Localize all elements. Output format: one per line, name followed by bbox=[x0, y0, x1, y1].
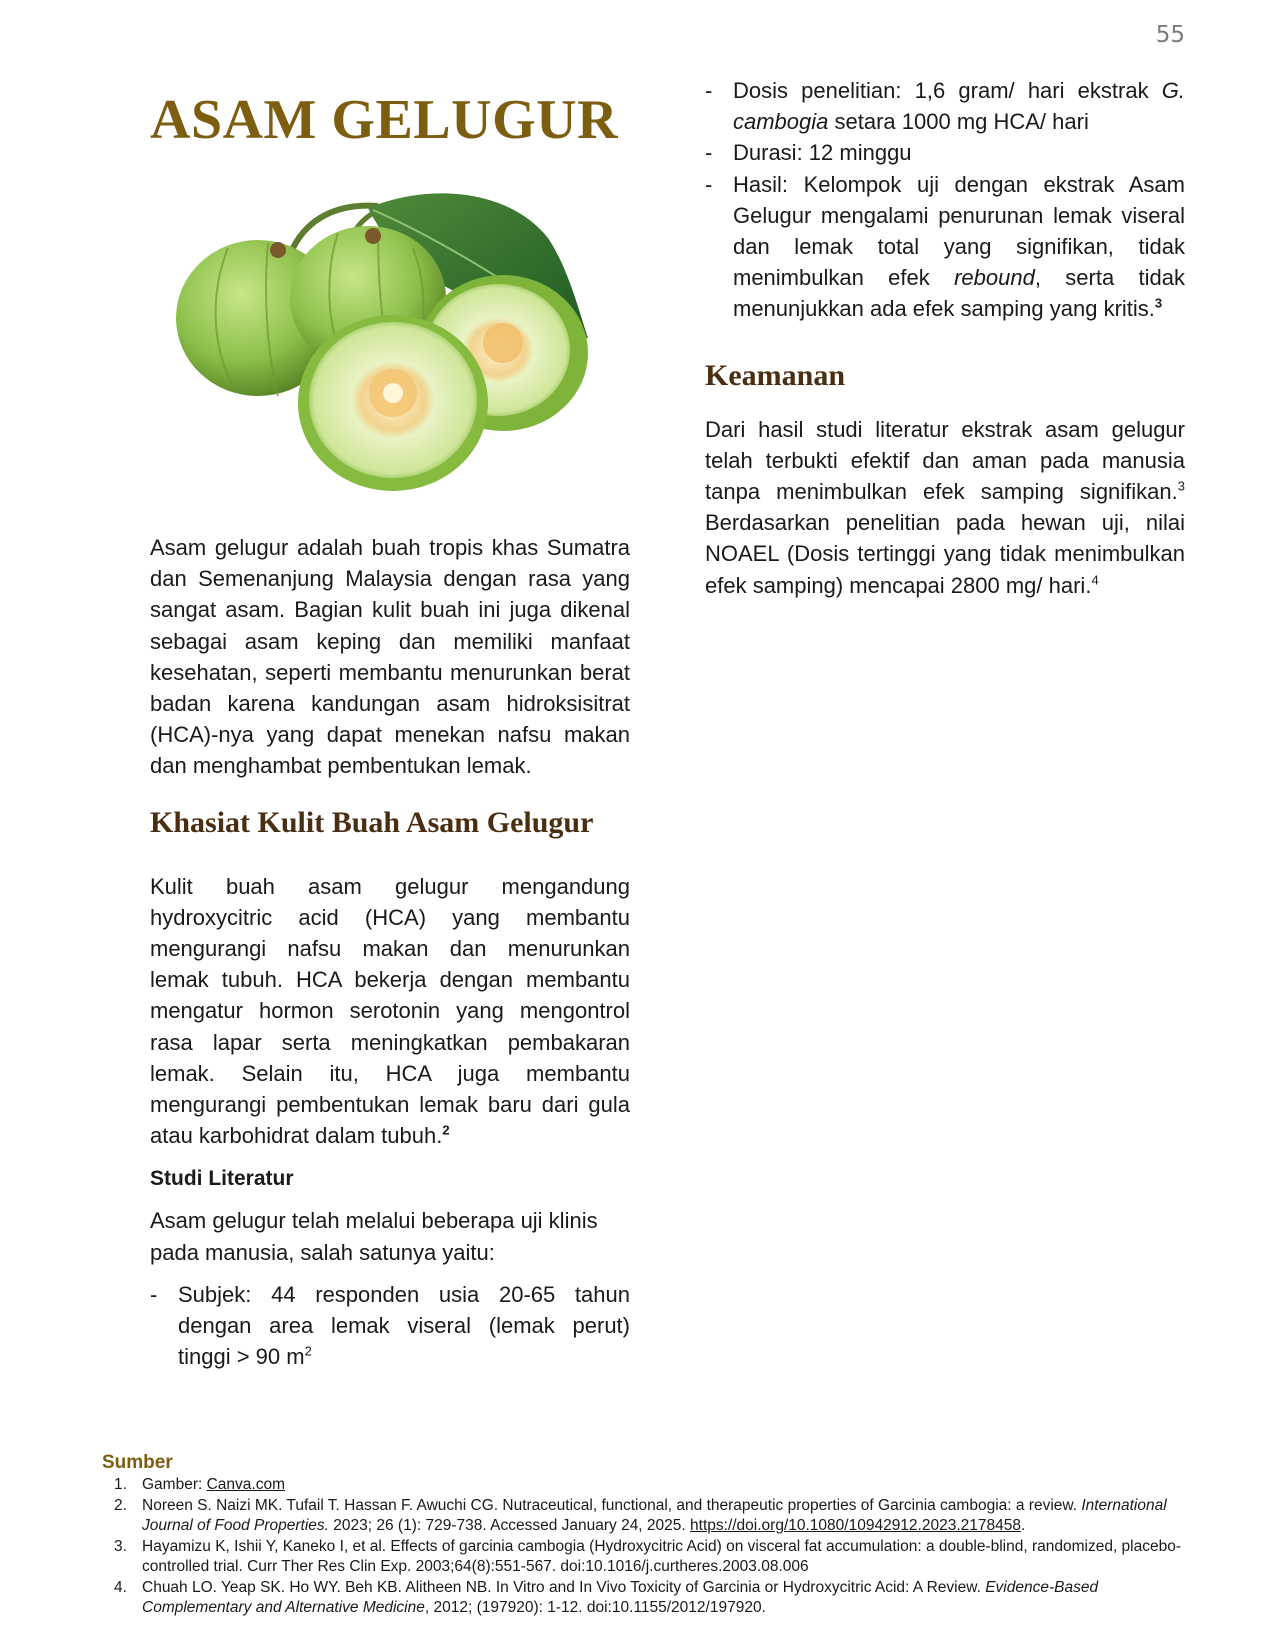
reference-text: Gamber: bbox=[142, 1476, 207, 1493]
durasi-text: Durasi: 12 minggu bbox=[733, 140, 912, 166]
dash-marker: - bbox=[705, 171, 713, 197]
reference-end: . bbox=[1021, 1517, 1026, 1534]
reference-text-after: , 2012; (197920): 1-12. doi:10.1155/2012/197920. bbox=[424, 1599, 766, 1616]
reference-item bbox=[102, 1475, 1192, 1496]
reference-item bbox=[102, 1578, 1192, 1619]
left-column bbox=[150, 532, 630, 1372]
reference-number: 4. bbox=[114, 1578, 127, 1596]
list-item bbox=[705, 137, 1185, 168]
hasil-text-after: , serta tidak menunjukkan ada efek samping yang kritis. bbox=[733, 265, 1185, 322]
studi-list-right bbox=[705, 75, 1185, 325]
list-item bbox=[150, 1279, 630, 1373]
list-item bbox=[705, 75, 1185, 137]
reference-text: Hayamizu K, Ishii Y, Kaneko I, et al. Effects of garcinia cambogia (Hydroxycitric Acid) on visceral fat accumulation: a double-blind, randomized, placebo-controlled trial. Curr Ther Res Clin Exp. 2003;64(8):551-567. doi:10.1016/j.curtheres.2003.08.006 bbox=[142, 1537, 1182, 1575]
garcinia-fruit-image bbox=[168, 178, 608, 498]
khasiat-ref: 2 bbox=[442, 1122, 450, 1138]
keamanan-ref-2: 4 bbox=[1091, 572, 1099, 588]
khasiat-heading: Khasiat Kulit Buah Asam Gelugur bbox=[150, 805, 594, 839]
reference-item bbox=[102, 1537, 1192, 1578]
dosis-text: Dosis penelitian: 1,6 gram/ hari ekstrak bbox=[733, 78, 1162, 103]
reference-item bbox=[102, 1496, 1192, 1537]
hasil-ref: 3 bbox=[1154, 296, 1163, 312]
keamanan-text-2: Berdasarkan penelitian pada hewan uji, nilai NOAEL (Dosis tertinggi yang tidak menimbulkan efek samping) mencapai 2800 mg/ hari. bbox=[705, 510, 1185, 598]
reference-text: Noreen S. Naizi MK. Tufail T. Hassan F. Awuchi CG. Nutraceutical, functional, and therapeutic properties of Garcinia cambogia: a review. bbox=[142, 1496, 1082, 1514]
dash-marker: - bbox=[705, 140, 713, 166]
reference-text-after: 2023; 26 (1): 729-738. Accessed January 24, 2025. bbox=[328, 1517, 691, 1534]
keamanan-heading: Keamanan bbox=[705, 358, 846, 392]
canva-link[interactable]: Canva.com bbox=[206, 1476, 286, 1493]
dash-marker: - bbox=[705, 78, 713, 103]
doi-link[interactable]: https://doi.org/10.1080/10942912.2023.2178458 bbox=[690, 1517, 1021, 1534]
keamanan-ref-1: 3 bbox=[1177, 478, 1185, 494]
reference-text: Chuah LO. Yeap SK. Ho WY. Beh KB. Alitheen NB. In Vitro and In Vivo Toxicity of Garcinia or Hydroxycitric Acid: A Review. bbox=[142, 1578, 986, 1596]
studi-list-left bbox=[150, 1279, 630, 1373]
khasiat-text: Kulit buah asam gelugur mengandung hydroxycitric acid (HCA) yang membantu mengurangi nafsu makan dan menurunkan lemak tubuh. HCA bekerja dengan membantu mengatur hormon serotonin yang mengontrol rasa lapar serta meningkatkan pembakaran lemak. Selain itu, HCA juga membantu mengurangi pembentukan lemak baru dari gula atau karbohidrat dalam tubuh. bbox=[150, 873, 630, 1149]
keamanan-text-1: Dari hasil studi literatur ekstrak asam gelugur telah terbukti efektif dan aman pada manusia tanpa menimbulkan efek samping signifikan. bbox=[705, 416, 1185, 505]
list-item bbox=[705, 169, 1185, 325]
studi-heading: Studi Literatur bbox=[150, 1167, 294, 1191]
dash-marker: - bbox=[150, 1281, 158, 1307]
sources-title: Sumber bbox=[102, 1452, 173, 1473]
intro-paragraph: Asam gelugur adalah buah tropis khas Sumatra dan Semenanjung Malaysia dengan rasa yang sangat asam. Bagian kulit buah ini juga dikenal sebagai asam keping dan memiliki manfaat kesehatan, seperti membantu menurunkan berat badan karena kandungan asam hidroksisitrat (HCA)-nya yang dapat menekan nafsu makan dan menghambat pembentukan lemak. bbox=[150, 535, 630, 779]
studi-intro: Asam gelugur telah melalui beberapa uji klinis pada manusia, salah satunya yaitu: bbox=[150, 1208, 598, 1265]
page-title: ASAM GELUGUR bbox=[150, 89, 619, 151]
reference-number: 1. bbox=[114, 1476, 127, 1493]
right-column bbox=[705, 75, 1185, 601]
reference-number: 3. bbox=[114, 1537, 127, 1555]
hasil-text: Hasil: Kelompok uji dengan ekstrak Asam Gelugur mengalami penurunan lemak viseral dan lemak total yang signifikan, tidak menimbulkan efek bbox=[733, 171, 1185, 291]
hasil-italic: rebound bbox=[954, 265, 1035, 291]
reference-journal: Evidence-Based Complementary and Alternative Medicine bbox=[142, 1578, 1099, 1616]
sources-section bbox=[102, 1452, 1192, 1619]
reference-number: 2. bbox=[114, 1496, 127, 1514]
subjek-sup: 2 bbox=[304, 1343, 312, 1359]
dosis-text-after: setara 1000 mg HCA/ hari bbox=[828, 109, 1089, 135]
subjek-text: Subjek: 44 responden usia 20-65 tahun dengan area lemak viseral (lemak perut) tinggi > 90 m bbox=[178, 1281, 630, 1370]
reference-list bbox=[102, 1475, 1192, 1619]
page-number: 55 bbox=[1155, 22, 1185, 48]
reference-journal: International Journal of Food Properties. bbox=[142, 1496, 1167, 1534]
keamanan-paragraph bbox=[705, 414, 1185, 601]
khasiat-paragraph bbox=[150, 871, 630, 1152]
dosis-species: G. cambogia bbox=[733, 78, 1185, 135]
